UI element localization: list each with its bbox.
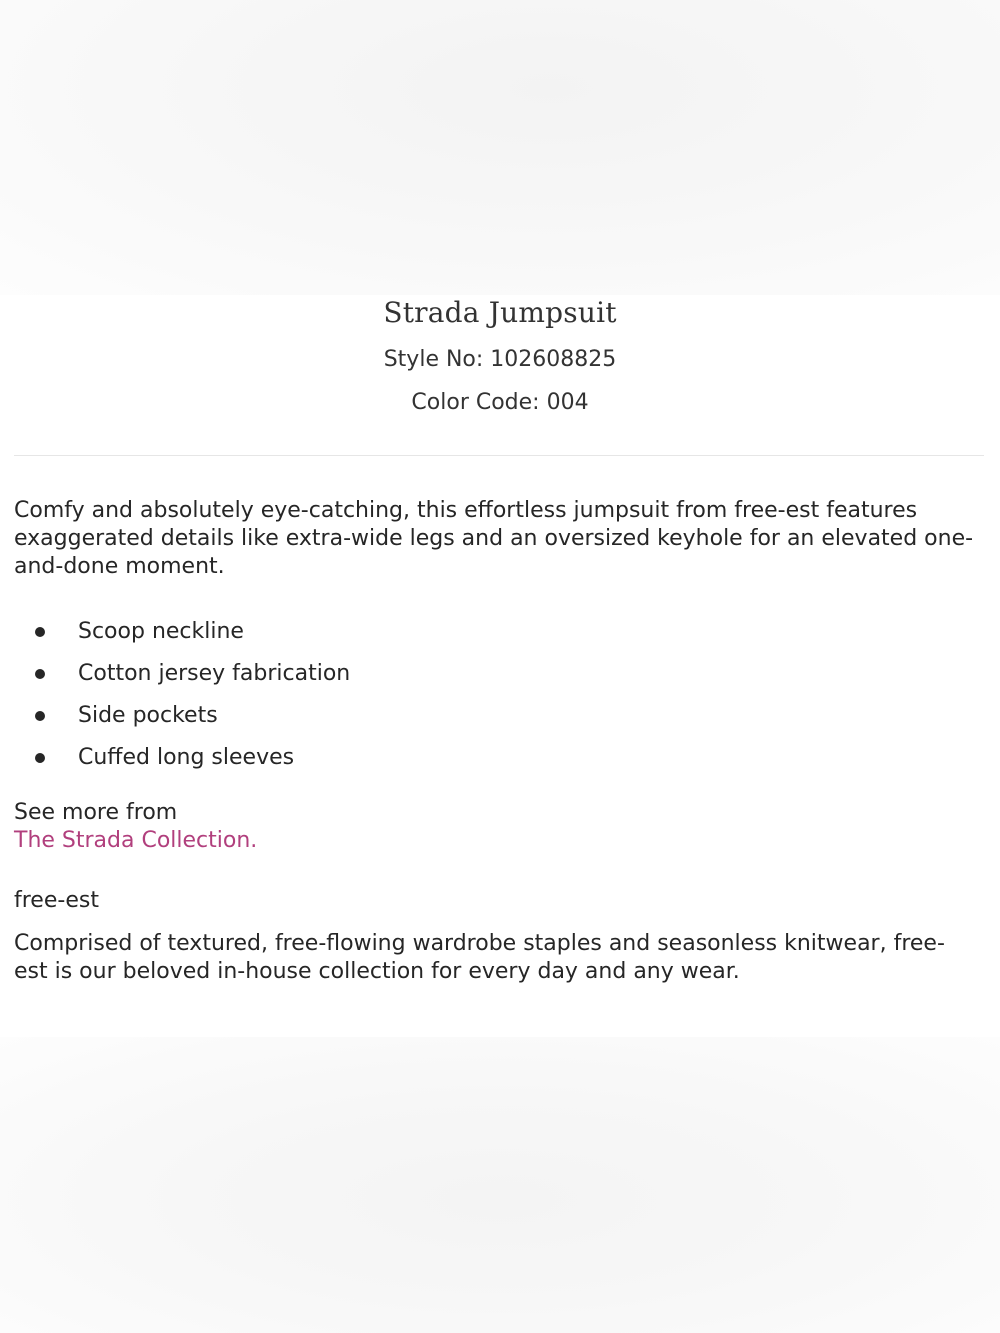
see-more-label: See more from [14, 800, 178, 825]
product-image-area-top [0, 0, 1000, 295]
color-code: Color Code: 004 [411, 390, 589, 415]
bullet-icon [35, 627, 45, 637]
product-description: Comfy and absolutely eye-catching, this effortless jumpsuit from free-est features exaggerated details like extra-wide legs and an oversized keyhole for an elevated one-and-done moment. [14, 498, 974, 579]
feature-label: Scoop neckline [78, 619, 244, 644]
feature-item [14, 737, 974, 779]
brand-description: Comprised of textured, free-flowing wardrobe staples and seasonless knitwear, free-est is our beloved in-house collection for every day and any wear. [14, 931, 945, 984]
style-number: Style No: 102608825 [383, 347, 617, 372]
feature-list [14, 611, 974, 779]
see-more-section [14, 799, 974, 855]
collection-link[interactable]: The Strada Collection. [14, 828, 258, 853]
product-image-area-bottom [0, 1037, 1000, 1333]
feature-item [14, 695, 974, 737]
product-details [14, 497, 974, 986]
brand-name: free-est [14, 888, 99, 913]
bullet-icon [35, 753, 45, 763]
feature-label: Cuffed long sleeves [78, 745, 295, 770]
feature-label: Side pockets [78, 703, 218, 728]
bullet-icon [35, 711, 45, 721]
product-title: Strada Jumpsuit [383, 296, 617, 329]
bullet-icon [35, 669, 45, 679]
feature-label: Cotton jersey fabrication [78, 661, 351, 686]
feature-item [14, 653, 974, 695]
feature-item [14, 611, 974, 653]
section-divider [14, 455, 984, 456]
